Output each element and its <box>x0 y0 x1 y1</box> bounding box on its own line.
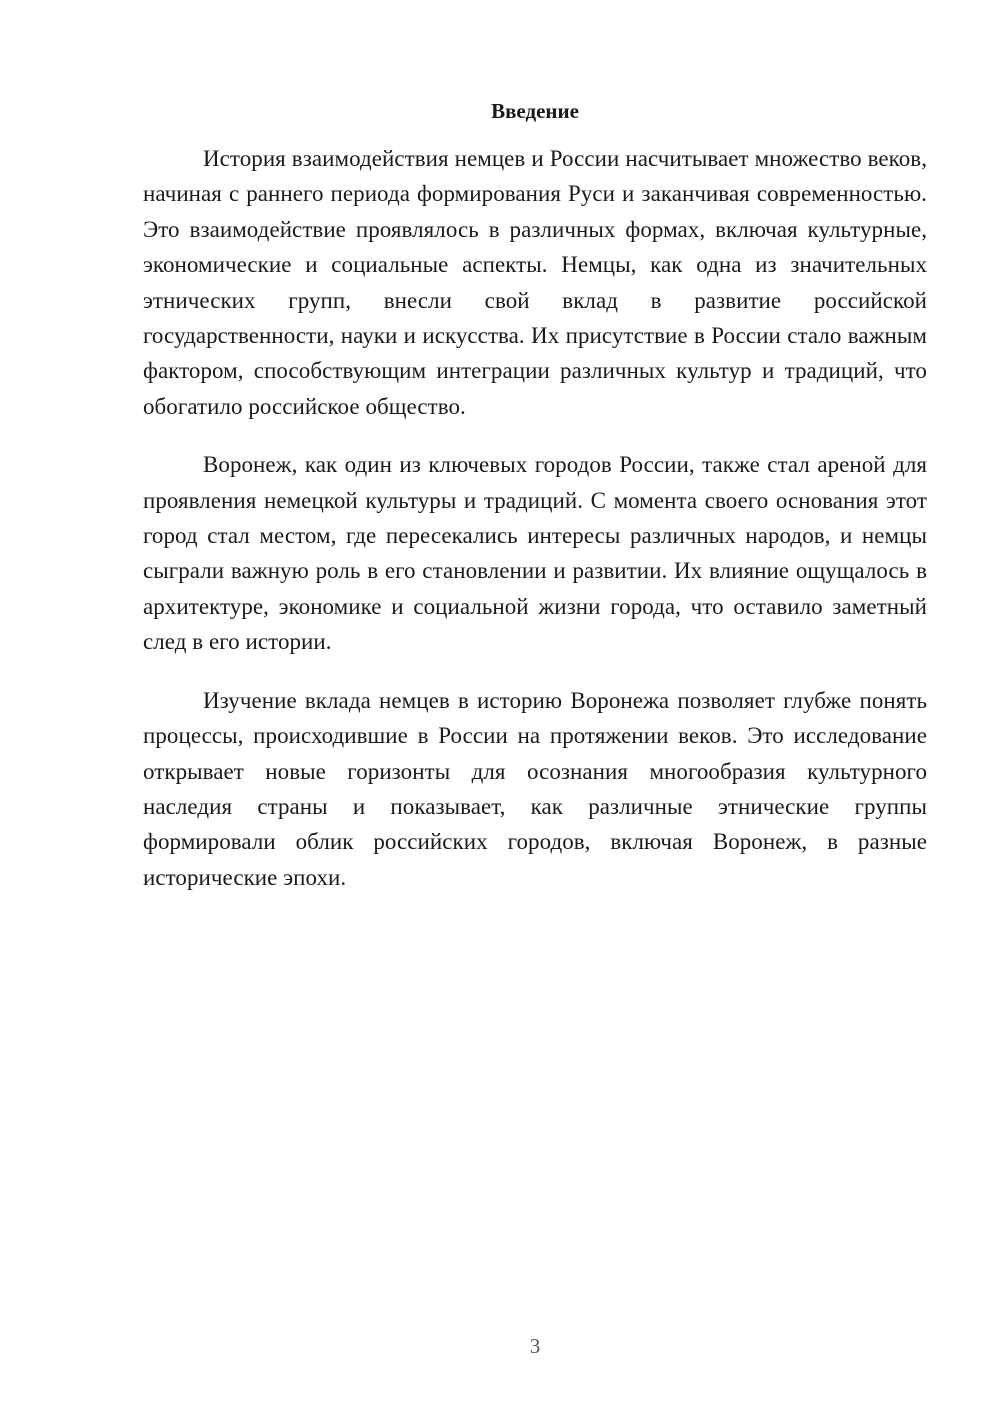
paragraph-3: Изучение вклада немцев в историю Воронежа позволяет глубже понять процессы, происходившие в России на протяжении веков. Это исследование открывает новые горизонты для осознания многообразия культурного наследия страны и показывает, как различные этнические группы формировали облик российских городов, включая Воронеж, в разные исторические эпохи. <box>143 687 927 890</box>
section-heading: Введение <box>491 99 579 123</box>
paragraph-1: История взаимодействия немцев и России насчитывает множество веков, начиная с раннего периода формирования Руси и заканчивая современностью. Это взаимодействие проявлялось в различных формах, включая культурные, экономические и социальные аспекты. Немцы, как одна из значительных этнических групп, внесли свой вклад в развитие российской государственности, науки и искусства. Их присутствие в России стало важным фактором, способствующим интеграции различных культур и традиций, что обогатило российское общество. <box>143 146 927 419</box>
paragraph-2: Воронеж, как один из ключевых городов России, также стал ареной для проявления немецкой культуры и традиций. С момента своего основания этот город стал местом, где пересекались интересы различных народов, и немцы сыграли важную роль в его становлении и развитии. Их влияние ощущалось в архитектуре, экономике и социальной жизни города, что оставило заметный след в его истории. <box>143 452 927 655</box>
page-content <box>143 97 927 918</box>
page-number: 3 <box>529 1334 541 1358</box>
